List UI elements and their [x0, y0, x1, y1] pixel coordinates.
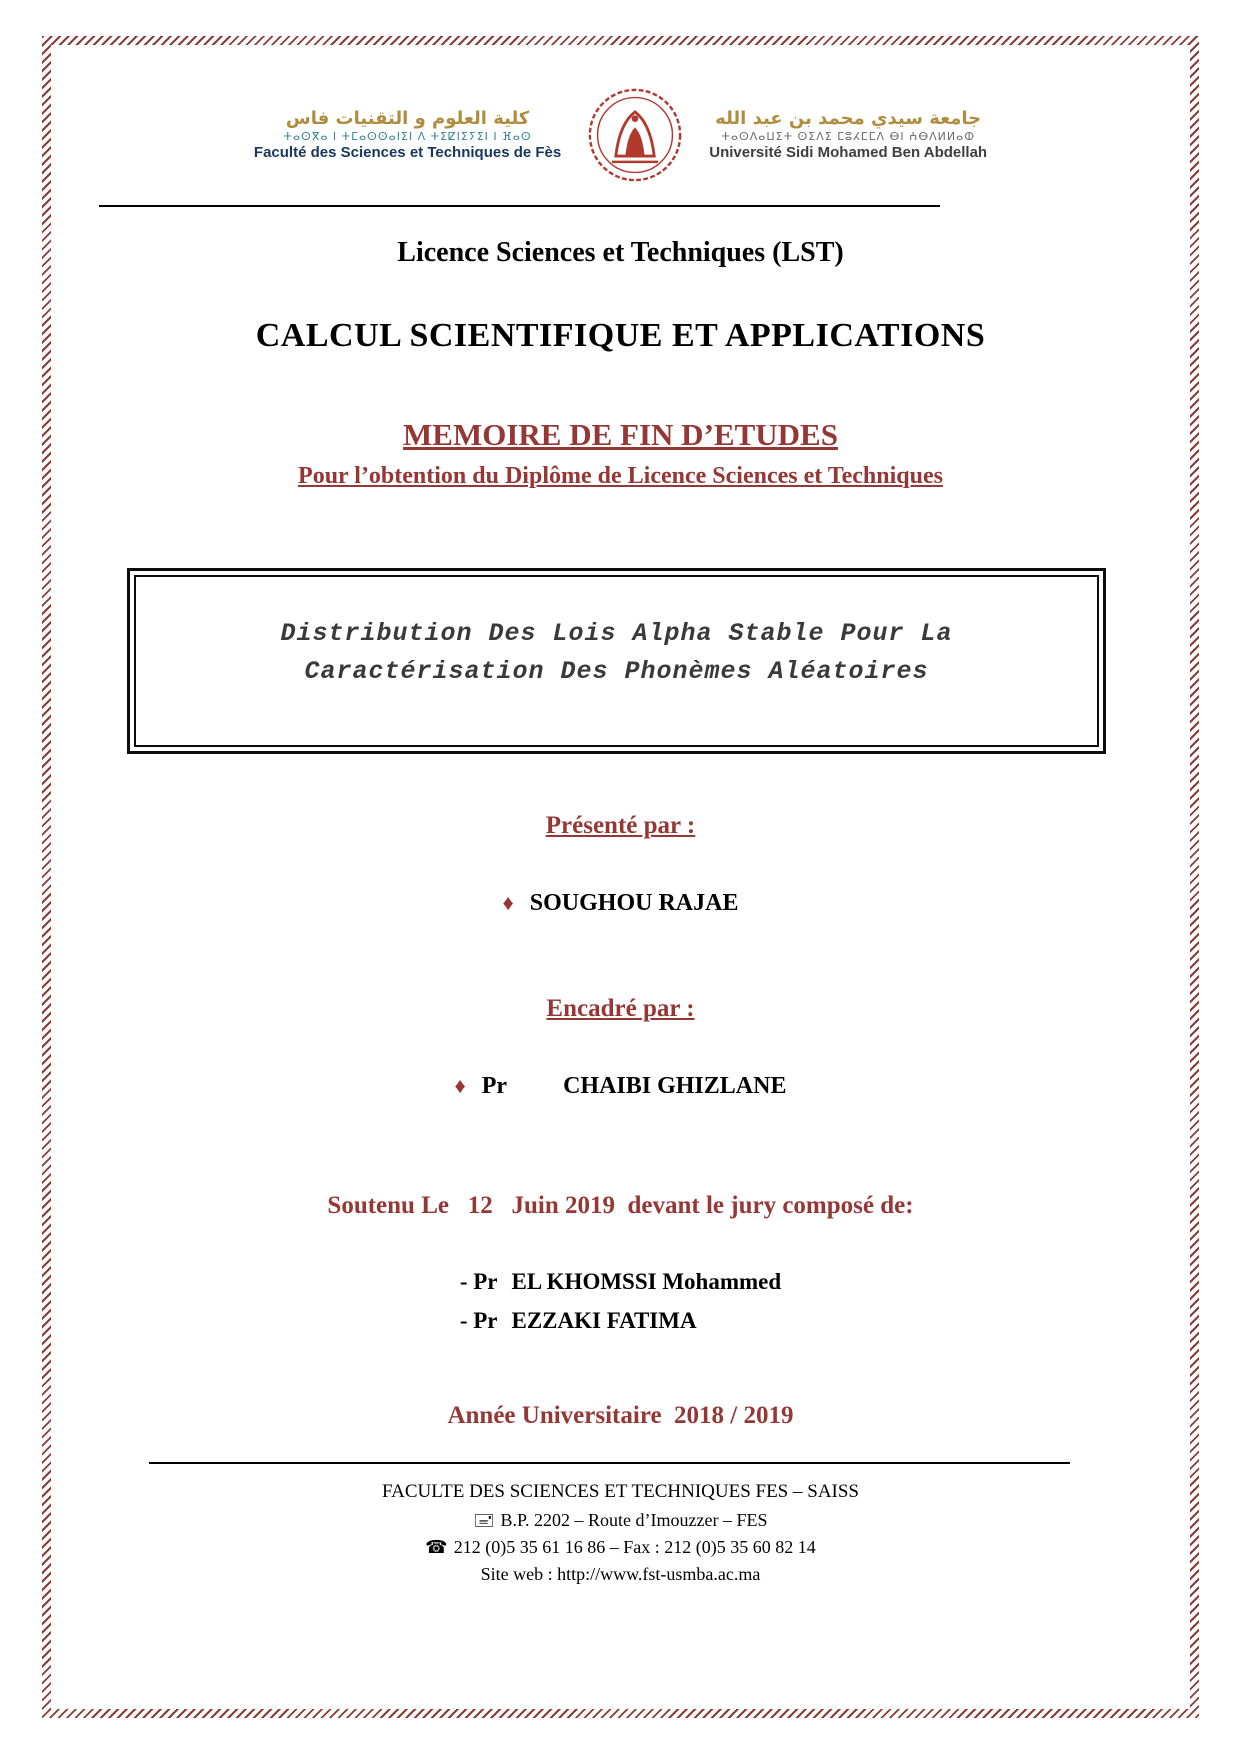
mail-icon: 🖃	[473, 1509, 495, 1531]
jury-member	[460, 1301, 781, 1340]
supervisor-name-line	[81, 1073, 1160, 1100]
supervised-by-label: Encadré par :	[546, 995, 695, 1022]
diamond-bullet-icon: ♦	[454, 1073, 466, 1098]
university-name-tifinagh: ⵜⴰⵙⴷⴰⵡⵉⵜ ⵙⵉⴷⵉ ⵎⵓⵃⵎⵎⴷ ⴱⵏ ⵄⴱⴷⵍⵍⴰⵀ	[721, 130, 975, 143]
footer-website: Site web : http://www.fst-usmba.ac.ma	[480, 1563, 761, 1584]
footer-address: B.P. 2202 – Route d’Imouzzer – FES	[500, 1509, 768, 1530]
academic-year-line: Année Universitaire 2018 / 2019	[447, 1402, 794, 1430]
student-name-line	[81, 890, 1160, 917]
cover-page	[51, 45, 1190, 1709]
faculty-logo-block	[254, 108, 561, 163]
footer-phone-line	[81, 1534, 1160, 1561]
decorative-hatched-border	[42, 36, 1199, 1718]
footer-divider	[149, 1462, 1070, 1464]
program-title: Licence Sciences et Techniques (LST)	[397, 237, 844, 268]
supervisor-title: Pr	[481, 1073, 508, 1099]
subject-line-2: Caractérisation Des Phonèmes Aléatoires	[304, 656, 929, 686]
jury-member	[460, 1262, 781, 1301]
obtention-subtitle: Pour l’obtention du Diplôme de Licence Sciences et Techniques	[298, 463, 943, 489]
diamond-bullet-icon: ♦	[502, 890, 514, 915]
jury-member-name: EZZAKI FATIMA	[511, 1308, 697, 1334]
jury-member-title: - Pr	[459, 1269, 498, 1294]
supervisor-name: CHAIBI GHIZLANE	[563, 1073, 787, 1099]
footer-institution: FACULTE DES SCIENCES ET TECHNIQUES FES – SAISS	[381, 1481, 859, 1503]
university-logo-icon	[587, 87, 683, 183]
subject-box-inner	[134, 575, 1099, 747]
faculty-name-french: Faculté des Sciences et Techniques de Fès	[253, 143, 562, 161]
jury-member-title: - Pr	[459, 1308, 498, 1334]
university-name-block	[709, 108, 987, 163]
footer	[81, 1478, 1160, 1588]
faculty-name-tifinagh: ⵜⴰⵙⴳⴰ ⵏ ⵜⵎⴰⵙⵙⴰⵏⵉⵏ ⴷ ⵜⵉⵇⵏⵉⵢⵉⵏ ⵏ ⴼⴰⵙ	[283, 130, 532, 143]
specialty-title: CALCUL SCIENTIFIQUE ET APPLICATIONS	[255, 317, 986, 354]
presented-by-label: Présenté par :	[545, 812, 696, 839]
memoire-title: MEMOIRE DE FIN D’ETUDES	[403, 417, 838, 452]
defense-line: Soutenu Le 12 Juin 2019 devant le jury composé de:	[327, 1192, 914, 1219]
subject-line-1: Distribution Des Lois Alpha Stable Pour La	[280, 619, 953, 648]
subject-box	[127, 568, 1106, 754]
faculty-name-arabic: كلية العلوم و التقنيات فاس	[285, 107, 530, 129]
student-name: SOUGHOU RAJAE	[529, 890, 739, 916]
phone-icon: ☎	[425, 1536, 448, 1558]
jury-block	[81, 1262, 1160, 1340]
footer-phone: 212 (0)5 35 61 16 86 – Fax : 212 (0)5 35 60 82 14	[453, 1536, 816, 1557]
university-name-arabic: جامعة سيدي محمد بن عبد الله	[715, 107, 982, 129]
header	[81, 87, 1160, 183]
university-name-french: Université Sidi Mohamed Ben Abdellah	[709, 143, 988, 161]
jury-member-name: EL KHOMSSI Mohammed	[511, 1269, 782, 1294]
jury-list	[460, 1262, 781, 1340]
footer-address-line	[81, 1507, 1160, 1534]
header-divider	[99, 205, 940, 207]
